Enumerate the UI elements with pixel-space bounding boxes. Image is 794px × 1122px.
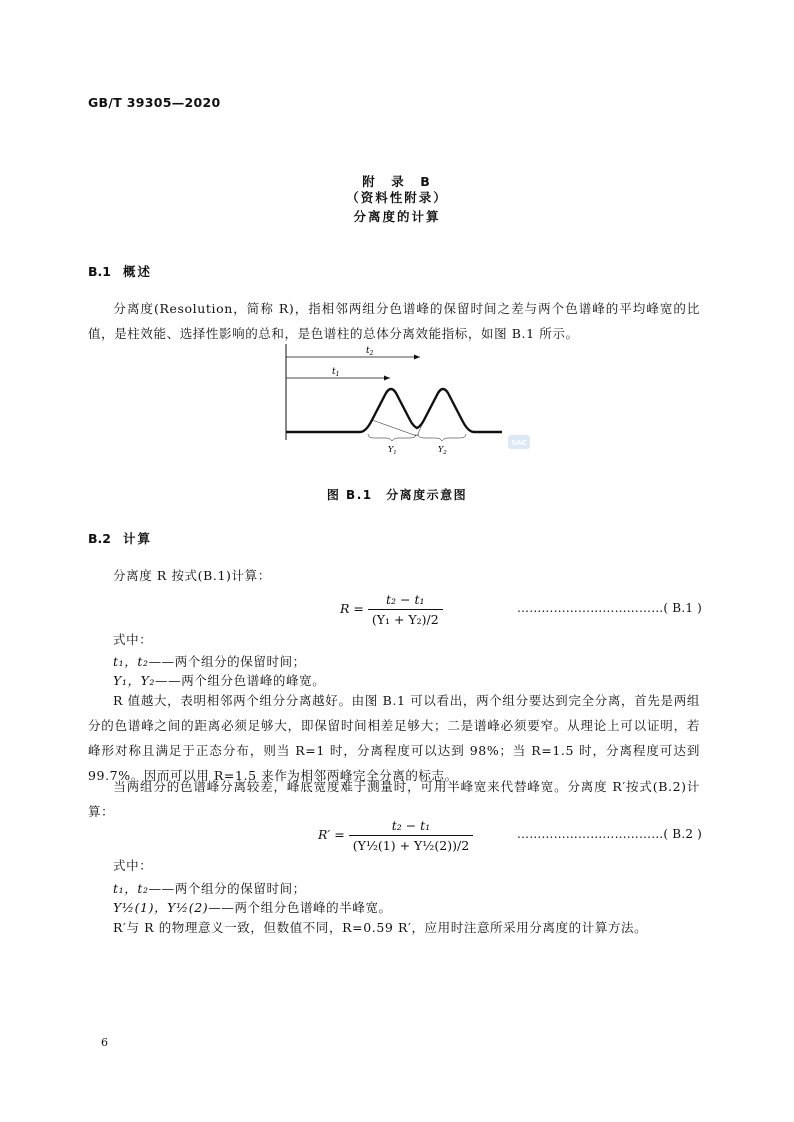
- where-label: 式中：: [113, 632, 153, 647]
- y2-label: $Y_2$: [438, 445, 447, 456]
- t1-label: $t_1$: [332, 367, 340, 378]
- numerator: t₂ − t₁: [349, 818, 474, 836]
- y2-brace: [418, 434, 466, 441]
- denominator: (Y₁ + Y₂)/2: [371, 612, 439, 627]
- section-b2-heading: [88, 529, 152, 547]
- page-number: 6: [101, 1036, 108, 1049]
- definition-y: Y₁，Y₂——两个组分色谱峰的峰宽。: [113, 673, 326, 688]
- equation-b1: [340, 592, 443, 627]
- y1-brace: [368, 434, 416, 441]
- definition-half-width: Y½(1)，Y½(2)——两个组分色谱峰的半峰宽。: [113, 900, 392, 915]
- t2-arrow-head: [414, 355, 420, 360]
- chromatogram-curve: [286, 389, 502, 432]
- standard-code: GB/T 39305—2020: [88, 95, 221, 110]
- formula-intro: 分离度 R 按式(B.1)计算：: [113, 568, 271, 583]
- equation-fraction: [368, 592, 443, 627]
- equation-lhs: R =: [340, 601, 364, 616]
- y1-label: $Y_1$: [388, 445, 397, 456]
- section-number: B.1: [88, 264, 111, 279]
- section-number: B.2: [88, 531, 111, 546]
- section-b1-heading: [88, 262, 152, 280]
- equation-b2: [318, 818, 473, 853]
- equation-tag: ( B.2 ): [663, 827, 703, 841]
- t1-arrow-head: [384, 376, 390, 381]
- resolution-paragraph: R 值越大，表明相邻两个组分分离越好。由图 B.1 可以看出，两个组分要达到完全分离，首先是两组分的色谱峰之间的距离必须足够大，即保留时间相差足够大；二是谱峰必须要窄。从理论上可以证明，若峰形对称且满足于正态分布，则当 R=1 时，分离程度可以达到 98%；当 R=1.5 时，分离程度可达到 99.7%。因而可以用 R=1.5 来作为相邻两峰完全分离的标志。: [88, 693, 700, 783]
- section-title: 概述: [122, 264, 152, 279]
- definition-t: t₁，t₂——两个组分的保留时间；: [113, 654, 306, 669]
- closing-sentence: R′与 R 的物理意义一致，但数值不同，R=0.59 R′，应用时注意所采用分离度的计算方法。: [113, 920, 648, 935]
- numerator: t₂ − t₁: [368, 592, 443, 610]
- resolution-diagram: [280, 340, 540, 465]
- equation-b1-leader: ………………………………( B.1 ): [517, 601, 703, 615]
- appendix-label: 附 录 B: [362, 174, 432, 189]
- equation-b2-leader: ………………………………( B.2 ): [517, 827, 703, 841]
- appendix-title: 分离度的计算: [353, 209, 441, 224]
- where-label: 式中：: [113, 858, 153, 873]
- figure-caption: 图 B.1 分离度示意图: [326, 488, 468, 502]
- equation-lhs: R′ =: [318, 827, 345, 842]
- equation-tag: ( B.1 ): [663, 601, 703, 615]
- equation-fraction: [349, 818, 474, 853]
- t2-label: $t_2$: [366, 346, 374, 357]
- overview-paragraph: 分离度(Resolution，简称 R)，指相邻两组分色谱峰的保留时间之差与两个色谱峰的平均峰宽的比值，是柱效能、选择性影响的总和，是色谱柱的总体分离效能指标，如图 B.1 所示。: [88, 301, 700, 341]
- denominator: (Y½(1) + Y½(2))/2: [352, 838, 470, 853]
- section-title: 计算: [122, 531, 152, 546]
- svg-text:SAC: SAC: [511, 439, 527, 447]
- appendix-type: （资料性附录）: [346, 190, 448, 205]
- definition-t-b2: t₁，t₂——两个组分的保留时间；: [113, 881, 306, 896]
- half-width-paragraph: 当两组分的色谱峰分离较差，峰底宽度难于测量时，可用半峰宽来代替峰宽。分离度 R′按式(B.2)计算：: [88, 779, 700, 819]
